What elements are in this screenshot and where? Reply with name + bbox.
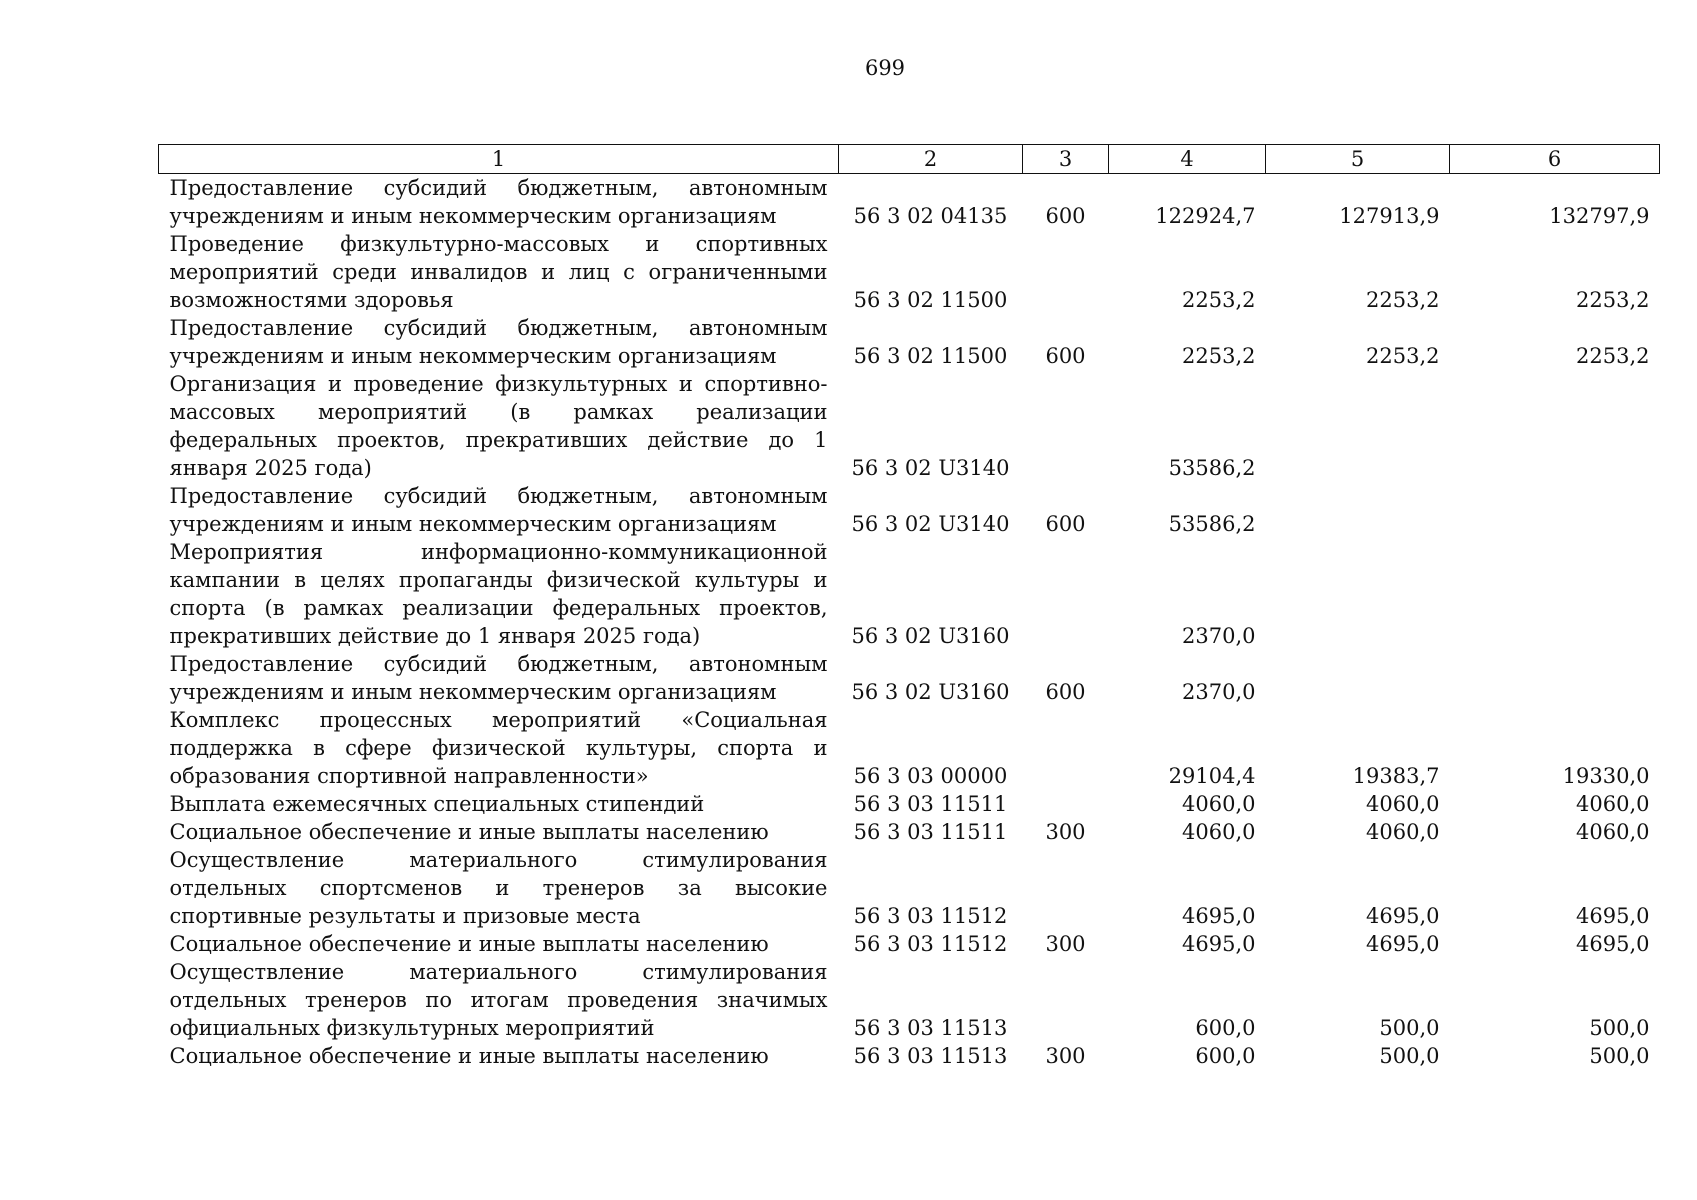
table-header xyxy=(159,145,1660,174)
row-value-col-4: 53586,2 xyxy=(1168,512,1256,536)
row-name: Мероприятия информационно-коммуникационной кампании в целях пропаганды физической культуры и спорта (в рамках реализации федеральных проектов, прекративших действие до 1 января 2025 года) xyxy=(169,540,828,648)
row-value-col-5 xyxy=(1266,650,1450,706)
row-expense-type xyxy=(1023,846,1109,930)
row-value-col-5: 4060,0 xyxy=(1366,820,1440,844)
row-value-col-6 xyxy=(1450,650,1660,706)
table-row xyxy=(159,538,1660,650)
row-name: Организация и проведение физкультурных и спортивно-массовых мероприятий (в рамках реализации федеральных проектов, прекративших действие до 1 января 2025 года) xyxy=(169,372,828,480)
row-name: Предоставление субсидий бюджетным, автономным учреждениям и иным некоммерческим организациям xyxy=(169,652,828,704)
row-value-col-5: 127913,9 xyxy=(1339,204,1440,228)
row-name: Предоставление субсидий бюджетным, автономным учреждениям и иным некоммерческим организациям xyxy=(169,176,828,228)
row-value-col-4: 2253,2 xyxy=(1182,288,1256,312)
table-row xyxy=(159,930,1660,958)
row-expense-type: 600 xyxy=(1045,512,1086,536)
row-value-col-5: 500,0 xyxy=(1379,1044,1440,1068)
table-body xyxy=(159,174,1660,1071)
row-expense-type: 300 xyxy=(1045,820,1086,844)
row-value-col-5: 2253,2 xyxy=(1366,344,1440,368)
row-value-col-5: 4695,0 xyxy=(1366,904,1440,928)
table-row xyxy=(159,706,1660,790)
row-value-col-4: 4695,0 xyxy=(1182,932,1256,956)
row-name: Социальное обеспечение и иные выплаты населению xyxy=(169,932,769,956)
row-value-col-6: 2253,2 xyxy=(1576,344,1650,368)
row-value-col-6: 500,0 xyxy=(1589,1044,1650,1068)
table-row xyxy=(159,650,1660,706)
row-value-col-5: 500,0 xyxy=(1379,1016,1440,1040)
row-value-col-4: 2370,0 xyxy=(1182,680,1256,704)
row-code: 56 3 03 11511 xyxy=(853,792,1008,816)
header-col-6: 6 xyxy=(1450,145,1660,174)
row-expense-type: 300 xyxy=(1045,932,1086,956)
row-value-col-4: 600,0 xyxy=(1195,1016,1256,1040)
row-value-col-4: 600,0 xyxy=(1195,1044,1256,1068)
header-col-5: 5 xyxy=(1266,145,1450,174)
header-col-3: 3 xyxy=(1023,145,1109,174)
row-name: Осуществление материального стимулирования отдельных спортсменов и тренеров за высокие спортивные результаты и призовые места xyxy=(169,848,828,928)
row-value-col-6: 4060,0 xyxy=(1576,820,1650,844)
row-expense-type xyxy=(1023,790,1109,818)
row-expense-type xyxy=(1023,370,1109,482)
row-value-col-5: 4060,0 xyxy=(1366,792,1440,816)
table-row xyxy=(159,174,1660,231)
table-row xyxy=(159,314,1660,370)
row-expense-type: 600 xyxy=(1045,204,1086,228)
row-value-col-5: 19383,7 xyxy=(1352,764,1440,788)
row-code: 56 3 02 U3160 xyxy=(851,624,1010,648)
row-value-col-5: 2253,2 xyxy=(1366,288,1440,312)
row-value-col-4: 2370,0 xyxy=(1182,624,1256,648)
budget-table xyxy=(158,144,1660,1070)
table-row xyxy=(159,230,1660,314)
row-code: 56 3 03 11512 xyxy=(853,932,1008,956)
row-value-col-6 xyxy=(1450,538,1660,650)
table-row xyxy=(159,846,1660,930)
row-code: 56 3 03 00000 xyxy=(853,764,1008,788)
header-col-4: 4 xyxy=(1109,145,1266,174)
row-expense-type: 600 xyxy=(1045,680,1086,704)
row-name: Предоставление субсидий бюджетным, автономным учреждениям и иным некоммерческим организациям xyxy=(169,316,828,368)
row-expense-type xyxy=(1023,230,1109,314)
table-row xyxy=(159,482,1660,538)
row-code: 56 3 03 11512 xyxy=(853,904,1008,928)
table-row xyxy=(159,370,1660,482)
header-row xyxy=(159,145,1660,174)
table-row xyxy=(159,1042,1660,1070)
row-value-col-4: 2253,2 xyxy=(1182,344,1256,368)
row-code: 56 3 02 U3160 xyxy=(851,680,1010,704)
row-expense-type xyxy=(1023,538,1109,650)
row-value-col-5 xyxy=(1266,482,1450,538)
row-name: Выплата ежемесячных специальных стипендий xyxy=(169,792,705,816)
row-value-col-6: 500,0 xyxy=(1589,1016,1650,1040)
row-code: 56 3 02 11500 xyxy=(853,288,1008,312)
page-number: 699 xyxy=(864,56,906,80)
table-row xyxy=(159,958,1660,1042)
row-expense-type xyxy=(1023,706,1109,790)
row-value-col-6: 19330,0 xyxy=(1562,764,1650,788)
row-value-col-4: 4060,0 xyxy=(1182,792,1256,816)
row-value-col-6: 4695,0 xyxy=(1576,932,1650,956)
row-name: Комплекс процессных мероприятий «Социальная поддержка в сфере физической культуры, спорта и образования спортивной направленности» xyxy=(169,708,828,788)
row-value-col-4: 4060,0 xyxy=(1182,820,1256,844)
table-row xyxy=(159,790,1660,818)
row-value-col-4: 53586,2 xyxy=(1168,456,1256,480)
row-name: Социальное обеспечение и иные выплаты населению xyxy=(169,1044,769,1068)
row-value-col-4: 29104,4 xyxy=(1168,764,1256,788)
row-value-col-5 xyxy=(1266,370,1450,482)
row-code: 56 3 02 U3140 xyxy=(851,456,1010,480)
row-expense-type xyxy=(1023,958,1109,1042)
row-code: 56 3 02 04135 xyxy=(853,204,1008,228)
row-value-col-6: 2253,2 xyxy=(1576,288,1650,312)
row-expense-type: 300 xyxy=(1045,1044,1086,1068)
row-name: Социальное обеспечение и иные выплаты населению xyxy=(169,820,769,844)
header-col-1: 1 xyxy=(159,145,839,174)
row-value-col-6: 4695,0 xyxy=(1576,904,1650,928)
row-name: Осуществление материального стимулирования отдельных тренеров по итогам проведения значимых официальных физкультурных мероприятий xyxy=(169,960,828,1040)
row-value-col-6: 132797,9 xyxy=(1549,204,1650,228)
row-code: 56 3 02 11500 xyxy=(853,344,1008,368)
row-code: 56 3 03 11513 xyxy=(853,1016,1008,1040)
row-value-col-5 xyxy=(1266,538,1450,650)
row-code: 56 3 03 11511 xyxy=(853,820,1008,844)
row-value-col-4: 122924,7 xyxy=(1155,204,1256,228)
row-value-col-6: 4060,0 xyxy=(1576,792,1650,816)
row-value-col-6 xyxy=(1450,370,1660,482)
row-name: Проведение физкультурно-массовых и спортивных мероприятий среди инвалидов и лиц с ограниченными возможностями здоровья xyxy=(169,232,828,312)
row-code: 56 3 02 U3140 xyxy=(851,512,1010,536)
row-expense-type: 600 xyxy=(1045,344,1086,368)
row-code: 56 3 03 11513 xyxy=(853,1044,1008,1068)
table-row xyxy=(159,818,1660,846)
row-name: Предоставление субсидий бюджетным, автономным учреждениям и иным некоммерческим организациям xyxy=(169,484,828,536)
row-value-col-6 xyxy=(1450,482,1660,538)
row-value-col-4: 4695,0 xyxy=(1182,904,1256,928)
row-value-col-5: 4695,0 xyxy=(1366,932,1440,956)
header-col-2: 2 xyxy=(839,145,1023,174)
